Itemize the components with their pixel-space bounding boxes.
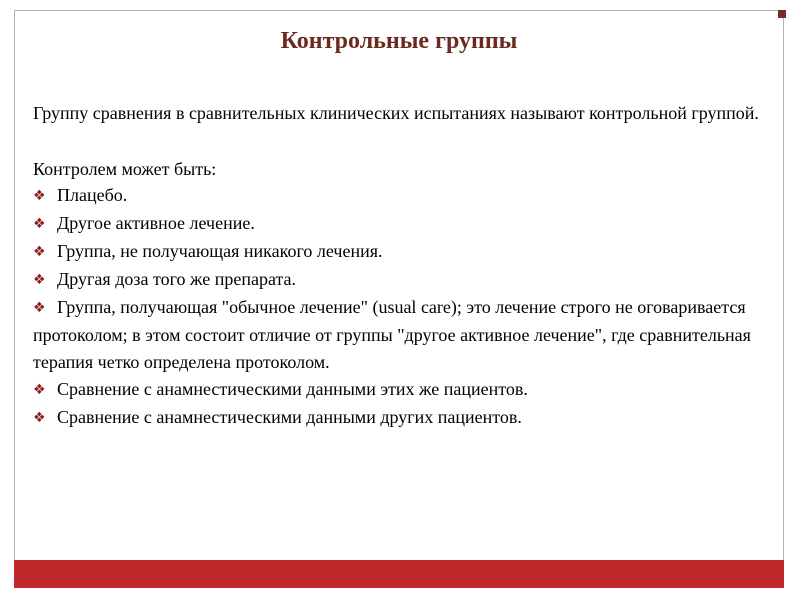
diamond-bullet-icon: ❖ xyxy=(33,272,46,288)
slide-content xyxy=(33,100,778,432)
corner-decoration xyxy=(778,10,786,18)
diamond-bullet-icon: ❖ xyxy=(33,382,46,398)
list-item-text: Плацебо. xyxy=(57,185,128,205)
list-item xyxy=(33,210,778,238)
paragraph-spacer xyxy=(33,127,778,156)
list-item xyxy=(33,266,778,294)
intro-paragraph: Группу сравнения в сравнительных клинических испытаниях называют контрольной группой. xyxy=(33,103,759,123)
list-item xyxy=(33,376,778,404)
diamond-bullet-icon: ❖ xyxy=(33,300,46,316)
list-item-text: Группа, получающая "обычное лечение" (usual care); это лечение строго не оговаривается протоколом; в этом состоит отличие от группы "другое активное лечение", где сравнительная терапия четко определена протоколом. xyxy=(33,297,751,372)
footer-band xyxy=(14,560,784,588)
list-item-text: Группа, не получающая никакого лечения. xyxy=(57,241,383,261)
list-item xyxy=(33,294,778,376)
list-item xyxy=(33,182,778,210)
diamond-bullet-icon: ❖ xyxy=(33,244,46,260)
control-options-list xyxy=(33,182,778,432)
list-item-text: Сравнение с анамнестическими данными других пациентов. xyxy=(57,407,522,427)
list-item xyxy=(33,404,778,432)
list-item-text: Другая доза того же препарата. xyxy=(57,269,297,289)
list-item xyxy=(33,238,778,266)
list-item-text: Другое активное лечение. xyxy=(57,213,255,233)
diamond-bullet-icon: ❖ xyxy=(33,188,46,204)
diamond-bullet-icon: ❖ xyxy=(33,216,46,232)
slide-title: Контрольные группы xyxy=(280,28,518,54)
list-item-text: Сравнение с анамнестическими данными этих же пациентов. xyxy=(57,379,528,399)
list-lead-text: Контролем может быть: xyxy=(33,159,217,179)
diamond-bullet-icon: ❖ xyxy=(33,410,46,426)
